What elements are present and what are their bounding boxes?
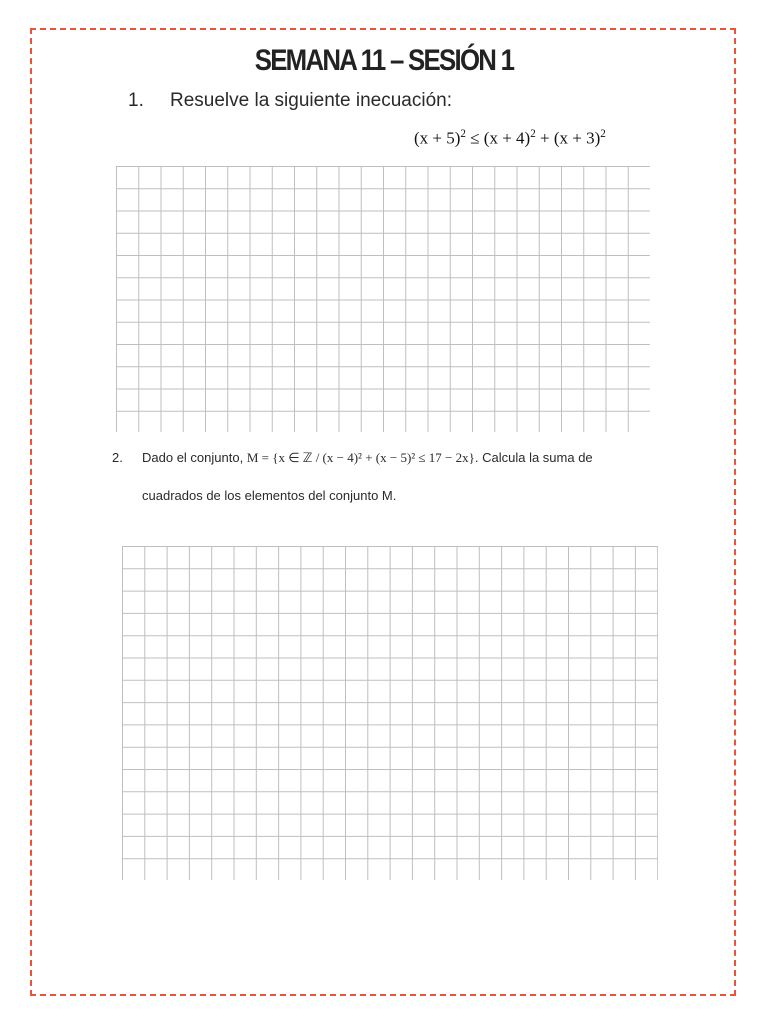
question-2-set-definition: M = {x ∈ ℤ / (x − 4)² + (x − 5)² ≤ 17 − 2x} (246, 450, 475, 465)
question-1-equation (414, 128, 606, 149)
eq-relation: ≤ (470, 128, 480, 148)
question-2-after: . Calcula la suma de (474, 450, 593, 465)
question-2 (112, 450, 652, 466)
eq-lhs: (x + 5) (414, 128, 461, 148)
eq-term-2-exp: 2 (600, 128, 606, 140)
question-1-text: Resuelve la siguiente inecuación: (170, 90, 453, 111)
eq-lhs-exp: 2 (460, 128, 466, 140)
question-1-number: 1. (128, 90, 144, 111)
eq-term-2: (x + 3) (553, 128, 601, 148)
question-2-intro: Dado el conjunto, (142, 450, 244, 465)
question-1 (128, 90, 452, 112)
question-2-number: 2. (112, 450, 123, 465)
grid-paper (116, 166, 650, 432)
eq-plus: + (540, 128, 550, 148)
page-title: SEMANA 11 – SESIÓN 1 (254, 44, 514, 77)
grid-paper (122, 546, 658, 880)
answer-grid-2[interactable] (122, 546, 658, 880)
answer-grid-1[interactable] (116, 166, 650, 432)
eq-term-1-exp: 2 (530, 128, 536, 140)
question-2-line-2: cuadrados de los elementos del conjunto M. (142, 488, 397, 503)
eq-term-1: (x + 4) (483, 128, 531, 148)
